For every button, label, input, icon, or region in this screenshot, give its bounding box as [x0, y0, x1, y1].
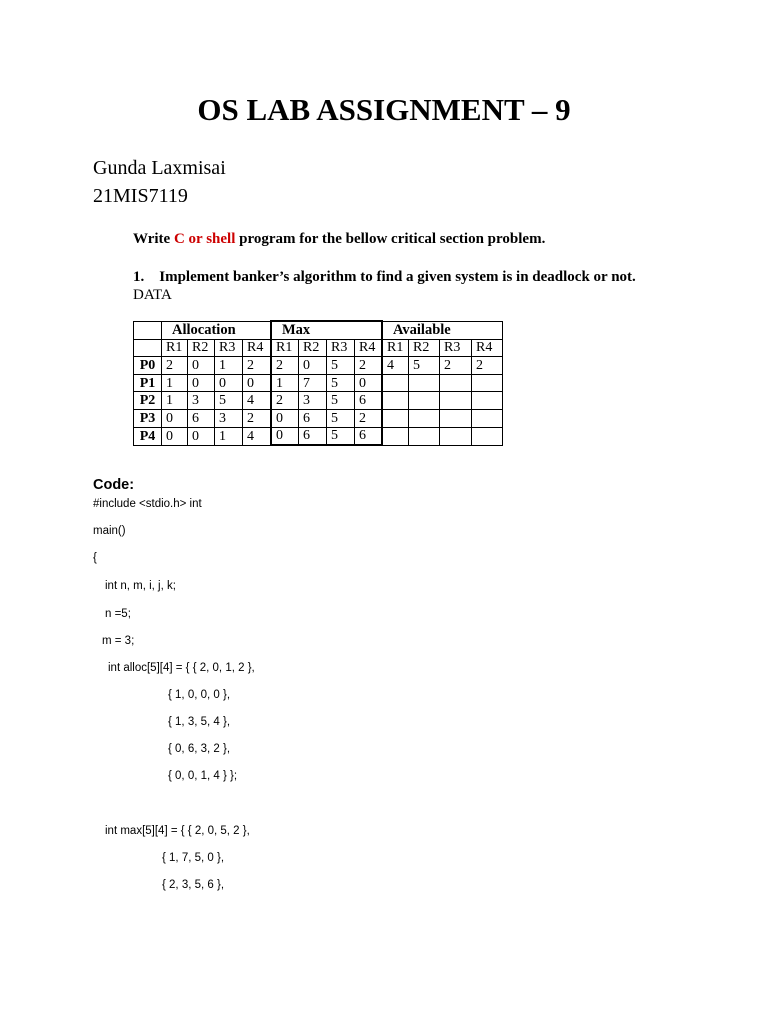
- process-label: P2: [134, 392, 162, 410]
- allocation-cell: 0: [188, 374, 215, 392]
- problem-prefix: Write: [133, 231, 174, 247]
- allocation-cell: 3: [215, 409, 243, 427]
- code-line: { 1, 7, 5, 0 },: [162, 852, 225, 864]
- table-row: [134, 392, 503, 410]
- max-cell: 0: [355, 374, 383, 392]
- allocation-cell: 1: [215, 427, 243, 445]
- allocation-cell: 2: [162, 357, 188, 375]
- available-cell: [440, 409, 472, 427]
- allocation-cell: 1: [162, 374, 188, 392]
- table-row: [134, 427, 503, 445]
- table-resource-header: R3: [440, 339, 472, 357]
- allocation-cell: 0: [243, 374, 272, 392]
- allocation-cell: 0: [162, 427, 188, 445]
- table-row: [134, 357, 503, 375]
- code-line: { 0, 6, 3, 2 },: [168, 743, 231, 755]
- available-cell: [382, 409, 409, 427]
- code-line: m = 3;: [102, 635, 135, 647]
- max-cell: 6: [355, 427, 383, 445]
- table-resource-header: R2: [409, 339, 440, 357]
- available-cell: [382, 374, 409, 392]
- table-resource-header: R3: [215, 339, 243, 357]
- allocation-cell: 0: [188, 427, 215, 445]
- allocation-cell: 1: [215, 357, 243, 375]
- bankers-data-table: [133, 320, 503, 446]
- code-line: int max[5][4] = { { 2, 0, 5, 2 },: [105, 825, 250, 837]
- process-label: P0: [134, 357, 162, 375]
- available-cell: [472, 427, 503, 445]
- process-label: P4: [134, 427, 162, 445]
- table-resource-header: R4: [243, 339, 272, 357]
- max-cell: 5: [327, 427, 355, 445]
- allocation-cell: 0: [215, 374, 243, 392]
- max-cell: 0: [299, 357, 327, 375]
- table-group-header: Max: [271, 321, 382, 339]
- code-line: main(): [93, 525, 126, 537]
- available-cell: [409, 427, 440, 445]
- allocation-cell: 2: [243, 357, 272, 375]
- table-group-header: Available: [382, 321, 503, 339]
- allocation-cell: 1: [162, 392, 188, 410]
- available-cell: [472, 374, 503, 392]
- table-group-header-row: [134, 321, 503, 339]
- table-resource-header: R1: [162, 339, 188, 357]
- table-resource-header: R1: [382, 339, 409, 357]
- table-resource-header: R2: [299, 339, 327, 357]
- available-cell: 4: [382, 357, 409, 375]
- process-label: P1: [134, 374, 162, 392]
- max-cell: 7: [299, 374, 327, 392]
- author-id: 21MIS7119: [93, 185, 188, 207]
- allocation-cell: 4: [243, 392, 272, 410]
- page-title: OS LAB ASSIGNMENT – 9: [197, 92, 571, 127]
- code-line: {: [93, 552, 97, 564]
- available-cell: [472, 392, 503, 410]
- table-resource-header: R3: [327, 339, 355, 357]
- code-line: n =5;: [105, 608, 131, 620]
- table-resource-header-row: [134, 339, 503, 357]
- available-cell: [382, 427, 409, 445]
- available-cell: [409, 374, 440, 392]
- code-line: #include <stdio.h> int: [93, 498, 202, 510]
- table-corner-cell: [134, 339, 162, 357]
- available-cell: [440, 392, 472, 410]
- code-line: { 0, 0, 1, 4 } };: [168, 770, 238, 782]
- max-cell: 5: [327, 392, 355, 410]
- table-resource-header: R2: [188, 339, 215, 357]
- problem-statement: [133, 231, 545, 248]
- code-line: { 2, 3, 5, 6 },: [162, 879, 225, 891]
- available-cell: [382, 392, 409, 410]
- process-label: P3: [134, 409, 162, 427]
- max-cell: 5: [327, 357, 355, 375]
- available-cell: 2: [472, 357, 503, 375]
- data-label: DATA: [133, 287, 172, 303]
- code-line: { 1, 3, 5, 4 },: [168, 716, 231, 728]
- table-row: [134, 374, 503, 392]
- problem-task: 1. Implement banker’s algorithm to find a given system is in deadlock or not.: [133, 269, 636, 285]
- max-cell: 2: [355, 409, 383, 427]
- max-cell: 0: [271, 409, 299, 427]
- available-cell: [440, 374, 472, 392]
- max-cell: 2: [271, 392, 299, 410]
- code-line: { 1, 0, 0, 0 },: [168, 689, 231, 701]
- table-resource-header: R1: [271, 339, 299, 357]
- max-cell: 6: [299, 409, 327, 427]
- allocation-cell: 0: [188, 357, 215, 375]
- available-cell: [409, 409, 440, 427]
- code-line: int alloc[5][4] = { { 2, 0, 1, 2 },: [108, 662, 255, 674]
- max-cell: 6: [299, 427, 327, 445]
- max-cell: 5: [327, 409, 355, 427]
- allocation-cell: 3: [188, 392, 215, 410]
- allocation-cell: 4: [243, 427, 272, 445]
- max-cell: 6: [355, 392, 383, 410]
- available-cell: 5: [409, 357, 440, 375]
- code-line: int n, m, i, j, k;: [105, 580, 176, 592]
- available-cell: [472, 409, 503, 427]
- table-corner-cell: [134, 321, 162, 339]
- allocation-cell: 5: [215, 392, 243, 410]
- problem-highlight: C or shell: [173, 231, 236, 247]
- available-cell: [440, 427, 472, 445]
- allocation-cell: 0: [162, 409, 188, 427]
- max-cell: 0: [271, 427, 299, 445]
- max-cell: 5: [327, 374, 355, 392]
- table-row: [134, 409, 503, 427]
- table-resource-header: R4: [472, 339, 503, 357]
- author-name: Gunda Laxmisai: [93, 157, 226, 179]
- table-resource-header: R4: [355, 339, 383, 357]
- available-cell: 2: [440, 357, 472, 375]
- allocation-cell: 2: [243, 409, 272, 427]
- max-cell: 2: [355, 357, 383, 375]
- code-heading: Code:: [93, 477, 135, 493]
- table-group-header: Allocation: [162, 321, 272, 339]
- problem-suffix: program for the bellow critical section problem.: [235, 231, 546, 247]
- max-cell: 1: [271, 374, 299, 392]
- available-cell: [409, 392, 440, 410]
- max-cell: 3: [299, 392, 327, 410]
- max-cell: 2: [271, 357, 299, 375]
- allocation-cell: 6: [188, 409, 215, 427]
